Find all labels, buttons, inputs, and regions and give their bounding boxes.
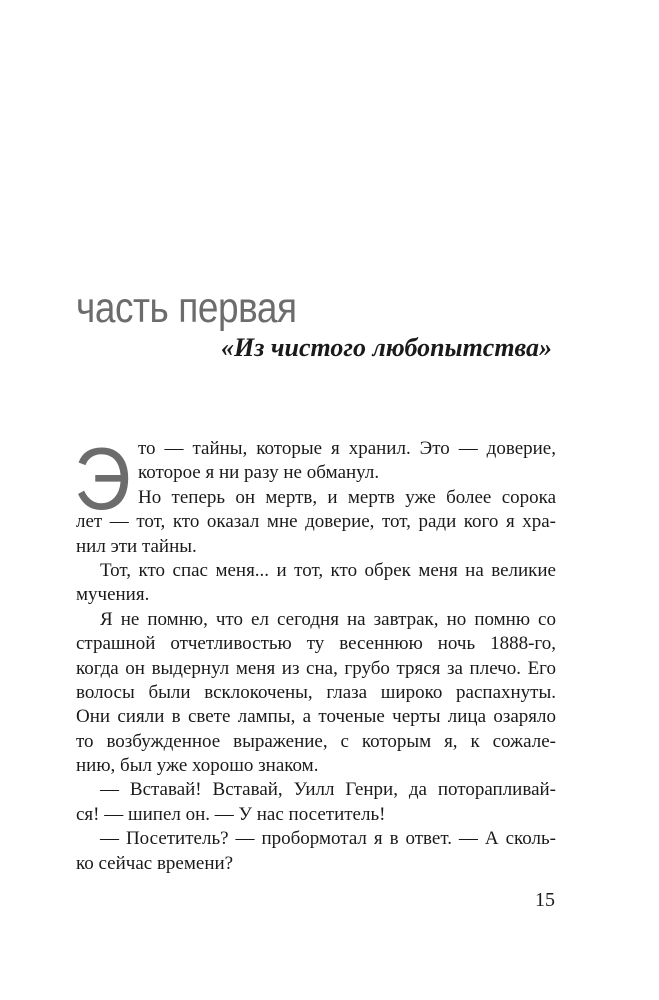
text-line: страшной отчетливостью ту весеннюю ночь 1888-го, [76,633,556,655]
text-line: волосы были всклокочены, глаза широко распахнуты. [76,681,556,703]
text-line: нил эти тайны. [76,535,197,557]
text-line: — Посетитель? — пробормотал я в ответ. — А сколь- [100,828,556,850]
text-line: Я не помню, что ел сегодня на завтрак, но помню со [100,608,556,630]
text-line: — Вставай! Вставай, Уилл Генри, да поторапливай- [100,779,556,801]
text-line: нию, был уже хорошо знаком. [76,755,319,777]
part-header [76,282,556,364]
text-line: ся! — шипел он. — У нас посетитель! [76,803,386,825]
text-line: лет — тот, кто оказал мне доверие, тот, ради кого я хра- [76,511,556,533]
text-line: Они сияли в свете лампы, а точеные черты лица озаряло [76,706,556,728]
part-title: часть первая [76,284,297,332]
text-line: Но теперь он мертв, и мертв уже более сорока [138,486,556,508]
text-line: то — тайны, которые я хранил. Это — доверие, [138,438,556,459]
page-number: 15 [535,889,555,911]
text-line: ко сейчас времени? [76,852,234,874]
body-text [74,429,556,876]
drop-cap: Э [74,429,131,528]
text-line: Тот, кто спас меня... и тот, кто обрек меня на великие [100,559,556,581]
part-subtitle: «Из чистого любопытства» [220,333,552,362]
text-line: когда он выдернул меня из сна, грубо тряся за плечо. Его [76,657,556,679]
text-line: которое я ни разу не обманул. [138,462,380,484]
text-line: мучения. [76,584,150,606]
text-line: то возбужденное выражение, с которым я, к сожале- [76,730,556,752]
